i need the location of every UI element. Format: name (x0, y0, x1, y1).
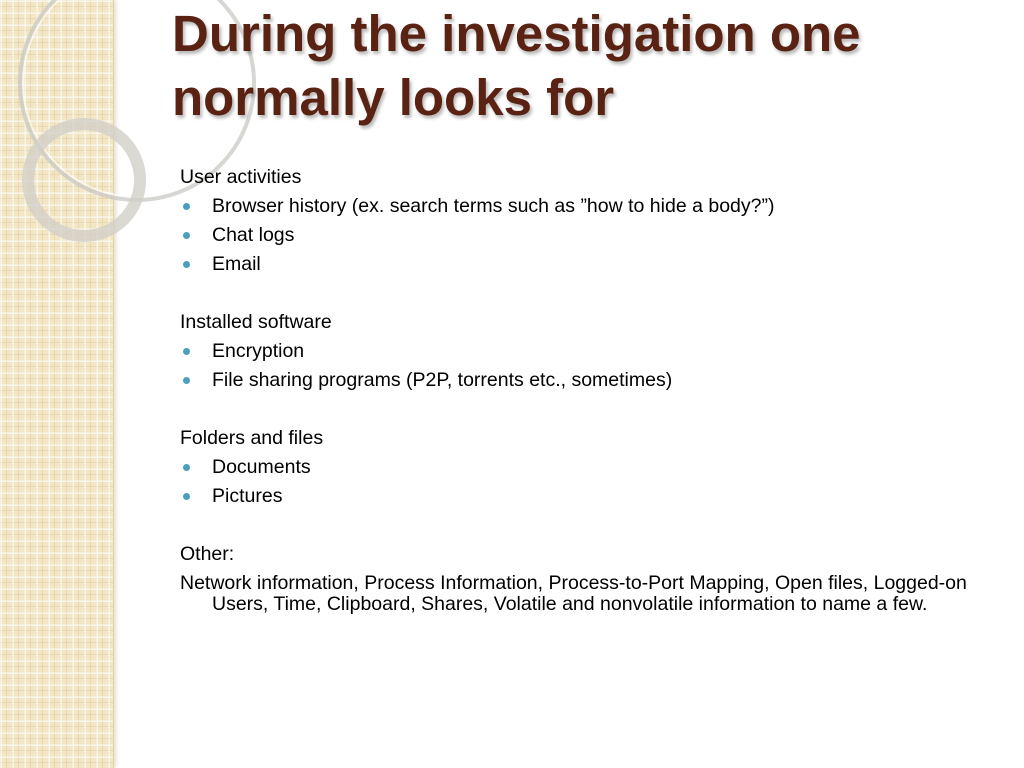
list-item (180, 337, 995, 366)
bullet-list (180, 337, 995, 395)
section-heading: Installed software (180, 311, 332, 333)
list-item-text: Pictures (212, 485, 283, 507)
section-other (180, 540, 995, 614)
bullet-icon (183, 377, 190, 384)
list-item-text: Encryption (212, 340, 305, 362)
list-item-text: File sharing programs (P2P, torrents etc., sometimes) (212, 369, 673, 391)
bullet-icon (183, 261, 190, 268)
list-item (180, 250, 995, 279)
list-item-text: Chat logs (212, 224, 295, 246)
bullet-icon (183, 348, 190, 355)
list-item-text: Browser history (ex. search terms such as ”how to hide a body?”) (212, 195, 775, 217)
slide-title: During the investigation one normally looks for (172, 5, 861, 126)
bullet-list (180, 453, 995, 511)
bullet-list (180, 192, 995, 279)
section-heading: User activities (180, 166, 302, 188)
list-item (180, 192, 995, 221)
other-paragraph: Network information, Process Information, Process-to-Port Mapping, Open files, Logged-on Users, Time, Clipboard, Shares, Volatile and nonvolatile information to name a few. (180, 572, 967, 615)
section-user-activities (180, 163, 995, 279)
slide-content (180, 163, 995, 614)
bullet-icon (183, 232, 190, 239)
bullet-icon (183, 464, 190, 471)
bullet-icon (183, 203, 190, 210)
list-item (180, 482, 995, 511)
bullet-icon (183, 493, 190, 500)
section-folders-and-files (180, 424, 995, 511)
list-item-text: Email (212, 253, 261, 275)
list-item (180, 366, 995, 395)
section-heading: Other: (180, 543, 235, 565)
section-installed-software (180, 308, 995, 395)
decorative-side-panel (0, 0, 114, 768)
list-item (180, 221, 995, 250)
list-item (180, 453, 995, 482)
list-item-text: Documents (212, 456, 311, 478)
section-heading: Folders and files (180, 427, 324, 449)
